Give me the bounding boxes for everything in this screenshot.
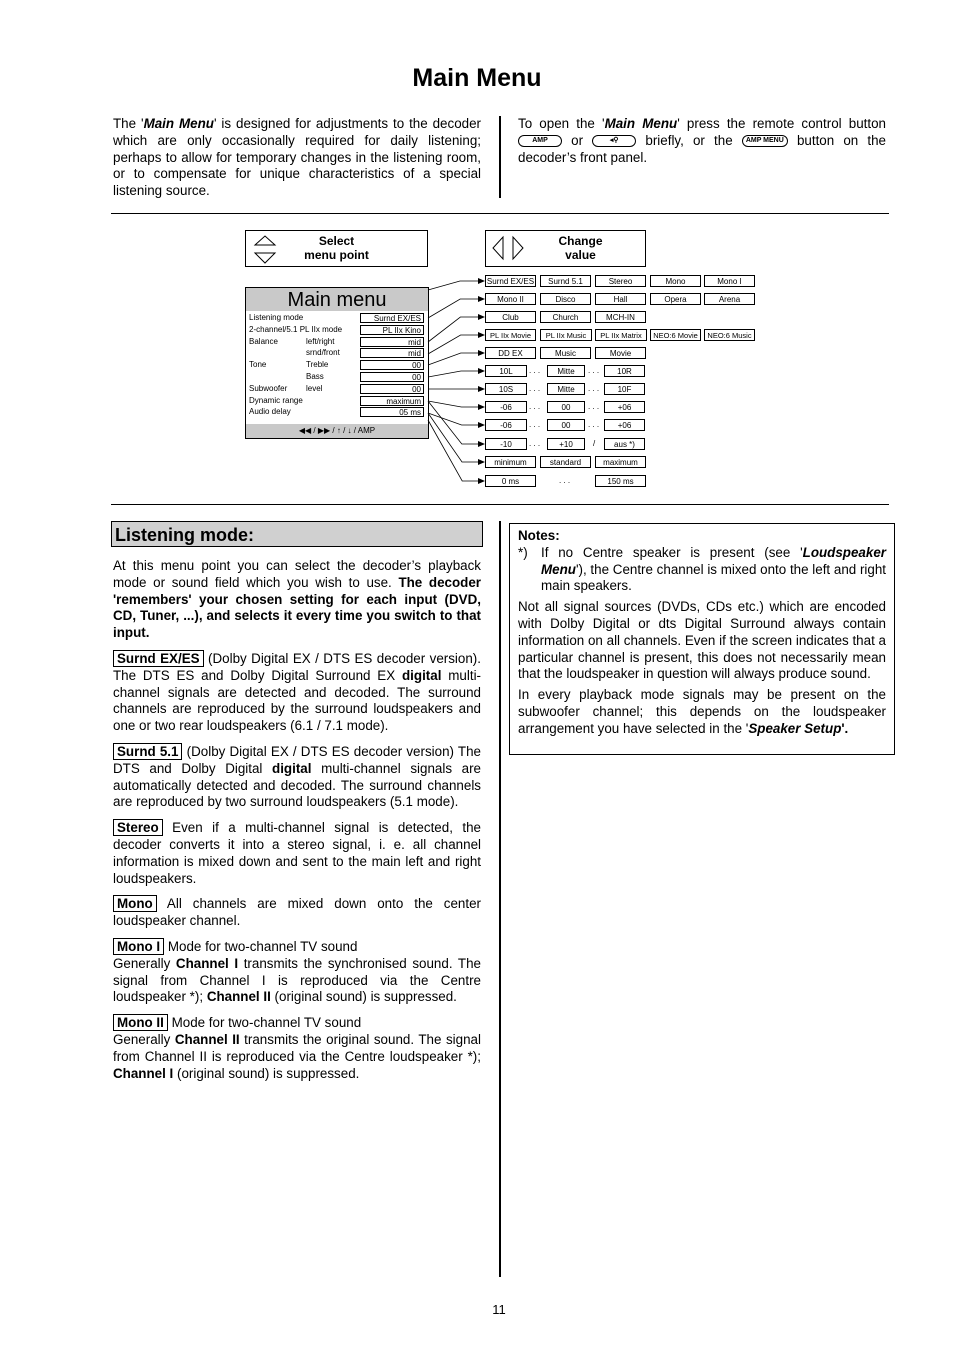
menu-row-sublabel: Treble [306, 360, 329, 370]
menu-row-value: PL IIx Kino [360, 325, 424, 335]
connector-arrowhead [478, 368, 485, 374]
option-value: 10L [485, 365, 527, 377]
option-value: 0 ms [485, 475, 536, 487]
connector-line [428, 281, 480, 290]
option-separator: . . . [588, 420, 600, 429]
connector-arrowhead [478, 441, 485, 447]
intro-right-e: button on the decoder’s front panel. [518, 132, 886, 165]
surnd-ex-c: multi-channel signals are detected and decoded. The surround channels are reproduced by the surround loudspeakers and one or two rear loudspeakers (6.1 / 7.1 mode). [113, 667, 481, 734]
menu-row-label: Dynamic range [249, 395, 303, 405]
mono1-paragraph [113, 939, 481, 1006]
page-number: 11 [492, 1302, 506, 1317]
option-value: Club [485, 311, 536, 323]
mono1-c: Channel I [175, 955, 239, 971]
mono1-f: (original sound) is suppressed. [274, 989, 457, 1005]
listening-mode-heading: Listening mode: [111, 521, 483, 547]
mono2-f: (original sound) is suppressed. [177, 1065, 360, 1081]
option-value: 150 ms [595, 475, 646, 487]
option-value: 00 [547, 419, 585, 431]
connector-arrowhead [478, 296, 485, 302]
intro-left-b: Main Menu [143, 116, 214, 131]
option-separator: . . . [529, 402, 541, 411]
option-value: Hall [595, 293, 646, 305]
surnd-ex-paragraph [113, 651, 481, 735]
listening-p1b: The decoder 'remembers' your chosen setting for each input (DVD, CD, Tuner, ...), and selects it every time you switch to that input. [113, 574, 481, 641]
note-1-b: Loudspeaker Menu [541, 544, 886, 577]
change-legend [485, 230, 646, 267]
intro-right-or: or [571, 132, 584, 148]
menu-row-label: Audio delay [249, 407, 291, 417]
menu-row-value: 00 [360, 360, 424, 370]
connector-arrowhead [478, 404, 485, 410]
note-1 [518, 545, 886, 595]
mono2-c: Channel II [174, 1031, 240, 1047]
option-value: NEO:6 Music [704, 329, 755, 341]
intro-right-d: briefly, or the [645, 132, 733, 148]
connector-line [428, 413, 480, 462]
connector-arrowhead [478, 478, 485, 484]
connector-line [428, 401, 480, 407]
mono1-tag: Mono I [113, 938, 164, 955]
option-value: PL IIx Movie [485, 329, 536, 341]
note-1-a: If no Centre speaker is present (see ' [541, 544, 803, 560]
option-separator: . . . [588, 384, 600, 393]
connector-arrowhead [478, 422, 485, 428]
menu-row-sublabel: level [306, 383, 323, 393]
option-value: Mitte [547, 383, 585, 395]
connector-line [428, 401, 480, 444]
up-down-arrows-icon [253, 233, 277, 265]
option-value: Surnd 5.1 [540, 275, 591, 287]
option-value: +10 [547, 438, 585, 450]
option-value: Opera [650, 293, 701, 305]
mono2-tag: Mono II [113, 1014, 168, 1031]
menu-title: Main menu [246, 288, 428, 311]
option-separator: / [593, 439, 596, 448]
option-value: +06 [604, 401, 645, 413]
connector-line [428, 335, 480, 354]
menu-row-label: Tone [249, 360, 267, 370]
option-separator: . . . [529, 420, 541, 429]
select-legend-line1: Select [318, 234, 355, 248]
option-value: 10R [604, 365, 645, 377]
option-value: aus *) [604, 438, 645, 450]
speaker-button-icon: ◂⚲ [592, 135, 636, 147]
connector-line [428, 413, 480, 425]
option-separator: . . . [529, 439, 541, 448]
connector-line [428, 353, 480, 365]
menu-row-value: mid [360, 337, 424, 347]
option-value: Church [540, 311, 591, 323]
menu-row-value: maximum [360, 396, 424, 406]
option-value: 10S [485, 383, 527, 395]
option-value: MCH-IN [595, 311, 646, 323]
surnd-51-paragraph [113, 744, 481, 811]
left-right-arrows-icon [489, 233, 529, 265]
connector-line [428, 420, 480, 481]
menu-footer: ◀◀ / ▶▶ / ↑ / ↓ / AMP [246, 424, 428, 438]
note-3 [518, 687, 886, 737]
mono1-a: Mode for two-channel TV sound [167, 938, 358, 954]
option-value: -10 [485, 438, 527, 450]
stereo-a: Even if a multi-channel signal is detected, the decoder converts it into a stereo signal, i. e. all channel information is mixed down and sent to the main left and right loudspeakers. [113, 820, 481, 886]
intro-right-a: To open the ' [518, 116, 605, 131]
connector-arrowhead [478, 386, 485, 392]
connector-line [428, 299, 480, 318]
option-separator: . . . [529, 366, 541, 375]
option-value: standard [540, 456, 591, 468]
notes-box [509, 523, 895, 755]
option-separator: . . . [588, 402, 600, 411]
listening-p1 [113, 558, 481, 642]
top-rule [111, 213, 889, 214]
option-separator: . . . [529, 384, 541, 393]
listening-mode-body [113, 558, 481, 1082]
option-value: Mitte [547, 365, 585, 377]
note-3-a: In every playback mode signals may be present on the subwoofer channel; this depends on the loudspeaker arrangement you have selected in the ' [518, 687, 886, 736]
option-value: -06 [485, 419, 527, 431]
notes-heading: Notes: [518, 528, 560, 543]
middle-rule [111, 504, 889, 505]
surnd-ex-b: digital [402, 667, 442, 683]
menu-row-value: 00 [360, 372, 424, 382]
select-legend [245, 230, 428, 267]
menu-row-label: Listening mode [249, 313, 304, 322]
intro-left-c: ' is designed for adjustments to the decoder which are only occasionally required for daily listening; perhaps to allow for temporary changes in the listening room, or to compensate for unique characteristics of a special listening source. [113, 116, 481, 199]
mono2-e: Channel I [113, 1065, 174, 1081]
mono1-d: transmits the synchronised sound. The signal from Channel I is reproduced via the Centre loudspeaker *); [113, 955, 481, 1005]
option-separator: . . . [588, 366, 600, 375]
note-3-c: '. [841, 720, 849, 736]
intro-left-a: The ' [113, 116, 144, 131]
option-value: Music [540, 347, 591, 359]
menu-row-label: Subwoofer [249, 383, 288, 393]
mono2-a: Mode for two-channel TV sound [171, 1015, 362, 1031]
intro-right-c: ' press the remote control button [677, 116, 886, 131]
mono2-paragraph [113, 1015, 481, 1082]
menu-row-sublabel: left/right [306, 336, 335, 346]
intro-right-b: Main Menu [604, 116, 678, 131]
select-legend-line2: menu point [304, 248, 369, 262]
option-value: Mono [650, 275, 701, 287]
amp-button-icon: AMP [518, 135, 562, 147]
option-value: PL IIx Matrix [595, 329, 647, 341]
menu-row-value: 00 [360, 384, 424, 394]
note-2: Not all signal sources (DVDs, CDs etc.) which are encoded with Dolby Digital or dts Digital Surround always contain information on all channels. Even if the screen indicates that a particular channel is present, this does not necessarily mean that the loudspeaker in question will always produce sound. [518, 599, 886, 682]
menu-row-value: Surnd EX/ES [360, 313, 424, 323]
page-title: Main Menu [412, 64, 542, 92]
mono2-d: transmits the original sound. The signal from Channel II is reproduced via the Centre loudspeaker *); [113, 1031, 481, 1064]
surnd-51-b: digital [272, 760, 312, 776]
menu-row-sublabel: Bass [306, 372, 324, 381]
connector-arrowhead [478, 332, 485, 338]
option-value: Mono I [704, 275, 755, 287]
connector-arrowhead [478, 278, 485, 284]
intro-left [113, 116, 481, 200]
menu-row-value: mid [360, 348, 424, 358]
note-1-c: '), the Centre channel is mixed onto the left and right main speakers. [541, 561, 886, 594]
option-value: PL IIx Music [540, 329, 592, 341]
surnd-ex-a: (Dolby Digital EX / DTS ES decoder version). The DTS ES and Dolby Digital Surround EX [113, 650, 481, 683]
mono2-b: Generally [113, 1031, 171, 1047]
main-menu-screen [245, 287, 429, 439]
option-value: DD EX [485, 347, 536, 359]
option-value: Arena [704, 293, 755, 305]
connector-arrowhead [478, 314, 485, 320]
menu-row-value: 05 ms [360, 407, 424, 417]
connector-arrowhead [478, 459, 485, 465]
option-value: maximum [595, 456, 646, 468]
mono-a: All channels are mixed down onto the center loudspeaker channel. [113, 896, 481, 929]
connector-line [428, 371, 480, 377]
column-divider [499, 521, 501, 1277]
option-value: Surnd EX/ES [486, 277, 535, 286]
option-value: Disco [540, 293, 591, 305]
menu-row-sublabel: srnd/front [306, 348, 340, 358]
option-value: Mono II [485, 293, 536, 305]
option-value: +06 [604, 419, 645, 431]
option-separator: . . . [559, 476, 571, 485]
surnd-51-tag: Surnd 5.1 [113, 743, 182, 760]
change-legend-line2: value [565, 248, 596, 262]
option-value: NEO:6 Movie [650, 329, 701, 341]
note-1-mark: *) [518, 544, 528, 560]
intro-divider [499, 116, 501, 198]
mono1-b: Generally [113, 955, 171, 971]
option-value: Movie [595, 347, 646, 359]
option-value: -06 [485, 401, 527, 413]
stereo-paragraph [113, 820, 481, 887]
note-3-b: Speaker Setup [748, 720, 842, 736]
surnd-51-c: multi-channel signals are automatically detected and decoded. The surround channels are reproduced by two surround loudspeakers (5.1 mode). [113, 760, 481, 810]
surnd-ex-tag: Surnd EX/ES [113, 650, 204, 667]
option-value: Stereo [595, 275, 646, 287]
change-legend-line1: Change [558, 234, 603, 248]
amp-menu-button-icon: AMP MENU [742, 135, 788, 147]
option-value: 00 [547, 401, 585, 413]
option-value: minimum [485, 456, 536, 468]
stereo-tag: Stereo [113, 819, 163, 836]
intro-right [518, 116, 886, 166]
connector-arrowhead [478, 350, 485, 356]
mono1-e: Channel II [206, 989, 271, 1005]
option-value: 10F [604, 383, 645, 395]
mono-tag: Mono [113, 895, 157, 912]
menu-row-label: 2-channel/5.1 PL IIx mode [249, 324, 343, 334]
surnd-51-a: (Dolby Digital EX / DTS ES decoder version) The DTS and Dolby Digital [113, 743, 481, 776]
connector-line [428, 317, 480, 342]
mono-paragraph [113, 896, 481, 930]
listening-p1a: At this menu point you can select the decoder’s playback mode or sound field which you wish to use. [113, 558, 481, 590]
menu-row-label: Balance [249, 336, 278, 346]
